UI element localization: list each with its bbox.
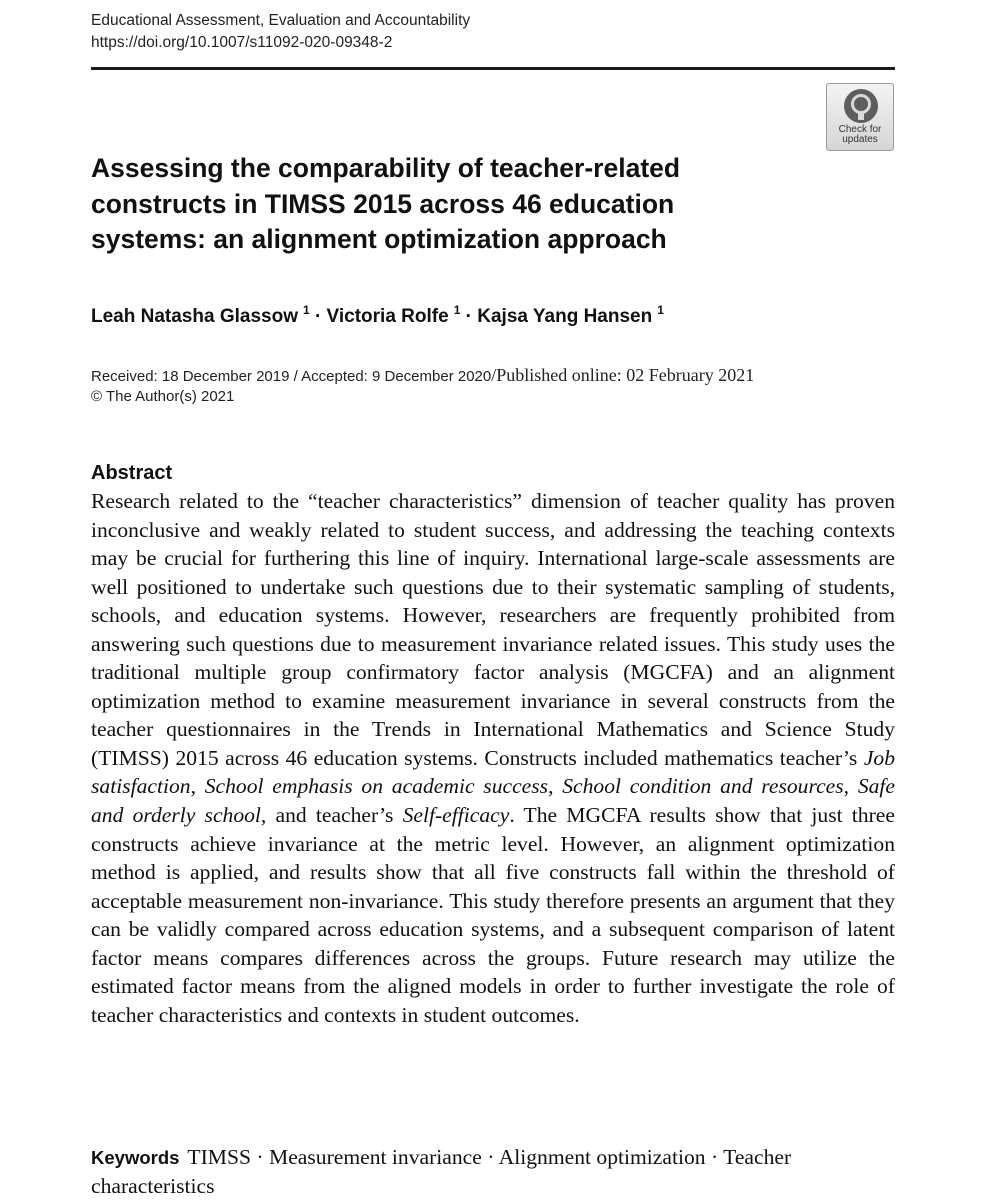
author-name[interactable]: Leah Natasha Glassow (91, 306, 298, 327)
keywords (91, 1143, 895, 1200)
abstract-heading: Abstract (91, 462, 173, 484)
author-name[interactable]: Victoria Rolfe (326, 306, 449, 327)
badge-label (827, 125, 893, 145)
journal-header (91, 10, 470, 54)
abstract-sep-1: , (190, 774, 205, 799)
affiliation-marker[interactable]: 1 (302, 303, 310, 317)
abstract-text (91, 487, 895, 1029)
abstract-sep-4: , and teacher’s (260, 803, 403, 828)
keywords-label: Keywords (91, 1147, 180, 1168)
construct-self-efficacy: Self-efficacy (402, 803, 510, 828)
abstract-part-2: . The MGCFA results show that just three constructs achieve invariance at the metric level. However, an alignment optimization method is applied, and results show that all five constructs fall within the threshold of acceptable measurement non-invariance. This study therefore presents an argument that they can be validly compared across education systems, and a subsequent comparison of latent factor means compares differences across the groups. Future research may utilize the estimated factor means from the aligned models in order to further investigate the role of teacher characteristics and contexts in student outcomes. (91, 803, 895, 1027)
construct-safe-orderly-school: Safe and orderly school (91, 774, 896, 828)
doi-link[interactable]: https://doi.org/10.1007/s11092-020-09348-2 (91, 34, 393, 51)
check-for-updates-icon (844, 89, 878, 123)
publication-dates (91, 364, 754, 388)
abstract-part-1: Research related to the “teacher characteristics” dimension of teacher quality has proven inconclusive and weakly related to student success, and addressing the teaching contexts may be crucial for furthering this line of inquiry. International large-scale assessments are well positioned to undertake such questions due to their systematic sampling of students, schools, and education systems. However, researchers are frequently prohibited from answering such questions due to measurement invariance related issues. This study uses the traditional multiple group confirmatory factor analysis (MGCFA) and an alignment optimization method to examine measurement invariance in several constructs from the teacher questionnaires in the Trends in International Mathematics and Science Study (TIMSS) 2015 across 46 education systems. Constructs included mathematics teacher’s (91, 489, 895, 770)
title-line-1: Assessing the comparability of teacher-related (91, 153, 681, 183)
header-rule (91, 67, 895, 70)
affiliation-marker[interactable]: 1 (453, 303, 461, 317)
author-separator: · (314, 306, 322, 327)
copyright-notice: © The Author(s) 2021 (91, 388, 235, 405)
keywords-list: TIMSS · Measurement invariance · Alignment optimization · Teacher characteristics (91, 1145, 792, 1198)
author-separator: · (465, 306, 472, 327)
abstract-sep-3: , (843, 774, 858, 799)
construct-school-condition: School condition and resources (562, 774, 844, 799)
abstract-sep-2: , (548, 774, 563, 799)
badge-label-line2: updates (842, 134, 878, 145)
title-line-3: systems: an alignment optimization approach (91, 224, 667, 254)
paper-title (91, 151, 731, 258)
author-list (91, 297, 664, 330)
construct-job-satisfaction: Job satisfaction (91, 745, 895, 799)
title-line-2: constructs in TIMSS 2015 across 46 education (91, 188, 675, 219)
published-online-date: /Published online: 02 February 2021 (491, 365, 755, 385)
affiliation-marker[interactable]: 1 (657, 303, 664, 317)
construct-school-emphasis: School emphasis on academic success (204, 774, 549, 799)
received-accepted-dates: Received: 18 December 2019 / Accepted: 9 December 2020 (91, 368, 492, 385)
badge-label-line1: Check for (838, 124, 882, 135)
author-name[interactable]: Kajsa Yang Hansen (477, 306, 653, 327)
check-for-updates-badge[interactable] (826, 83, 894, 151)
journal-name: Educational Assessment, Evaluation and Accountability (91, 12, 471, 29)
